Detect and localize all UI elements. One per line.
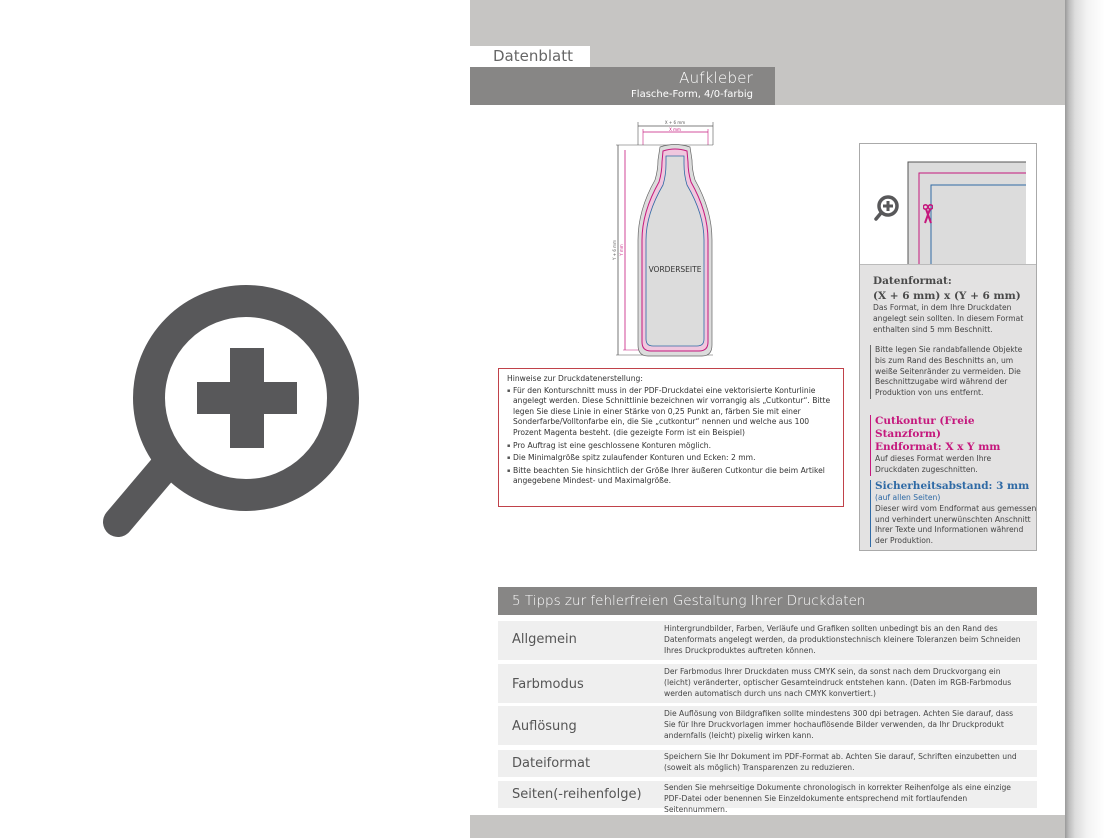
cutcontour-format: Endformat: X x Y mm <box>875 441 1001 453</box>
cutcontour-text: Auf dieses Format werden Ihre Druckdaten zugeschnitten. <box>875 454 992 474</box>
height-outer-label: Y + 6 mm <box>612 240 617 260</box>
safety-text: Dieser wird vom Endformat aus gemessen und verhindert unerwünschten Anschnitt Ihrer Texte und Informationen während der Produktion. <box>875 503 1037 546</box>
tip-text: Der Farbmodus Ihrer Druckdaten muss CMYK sein, da sonst nach dem Druckvorgang ein (leicht) veränderter, optischer Gesamteindruck entstehen kann. (Daten im RGB-Farbmodus werden automatisch durch uns nach CMYK konvertiert.) <box>664 667 1012 698</box>
tip-label: Allgemein <box>512 632 577 647</box>
page-shadow <box>1065 0 1105 838</box>
tip-row <box>498 781 1037 814</box>
footer-band <box>470 815 1065 838</box>
hints-title: Hinweise zur Druckdatenerstellung: <box>507 374 643 383</box>
tip-label: Farbmodus <box>512 677 584 692</box>
cutcontour-title: Cutkontur (Freie Stanzform) <box>875 415 975 440</box>
zoom-in-icon[interactable] <box>100 285 400 545</box>
datenformat-text: Das Format, in dem Ihre Druckdaten angelegt sein sollten. In diesem Format enthalten sind 5 mm Beschnitt. <box>873 303 1024 334</box>
hint-item: ▪ Bitte beachten Sie hinsichtlich der Größe Ihrer äußeren Cutkontur die beim Artikel angegebene Mindest- und Maximalgröße. <box>507 466 835 487</box>
width-inner-label: X mm <box>669 127 681 132</box>
safety-section <box>870 480 1037 547</box>
safety-title: Sicherheitsabstand: 3 mm <box>875 480 1030 492</box>
zoom-in-icon[interactable] <box>873 195 901 225</box>
bottle-shape-diagram <box>610 115 725 365</box>
print-data-hints <box>498 368 844 507</box>
tip-label: Auflösung <box>512 719 577 734</box>
tip-label: Dateiformat <box>512 756 591 771</box>
tip-text: Senden Sie mehrseitige Dokumente chronologisch in korrekter Reihenfolge als eine einzige PDF-Datei oder benennen Sie Einzeldokumente entsprechend mit fortlaufenden Seitennummern. <box>664 783 1011 814</box>
hint-item: ▪ Die Minimalgröße spitz zulaufender Konturen und Ecken: 2 mm. <box>507 453 835 464</box>
tip-row <box>498 664 1037 703</box>
tip-text: Hintergrundbilder, Farben, Verläufe und Grafiken sollten unbedingt bis an den Rand des Datenformats angelegt werden, da produktionstechnisch kleinere Toleranzen beim Schneiden Ihres Druckproduktes auftreten können. <box>664 624 1021 655</box>
format-info-box <box>859 143 1037 551</box>
datenformat-title: Datenformat: <box>873 275 952 287</box>
tip-label: Seiten(-reihenfolge) <box>512 787 642 802</box>
bleed-illustration <box>860 144 1036 265</box>
height-inner-label: Y mm <box>619 244 624 256</box>
datenformat-formula: (X + 6 mm) x (Y + 6 mm) <box>873 290 1021 302</box>
width-outer-label: X + 6 mm <box>664 120 686 125</box>
tip-row <box>498 621 1037 660</box>
safety-subtitle: (auf allen Seiten) <box>875 493 941 502</box>
product-title: Aufkleber <box>679 69 753 87</box>
hints-list <box>507 386 835 487</box>
hint-item: ▪ Für den Konturschnitt muss in der PDF-Druckdatei eine vektorisierte Konturlinie angelegt werden. Diese Schnittlinie bezeichnen wir vorrangig als „Cutkontur“. Bitte legen Sie diese Linie in einer Stärke von 0,25 Punkt an, färben Sie mit einer Sonderfarbe/Volltonfarbe ein, die Sie „cutkontur“ nennen und welche aus 100 Prozent Magenta besteht. (die gezeigte Form ist ein Beispiel) <box>507 386 835 439</box>
tip-text: Die Auflösung von Bildgrafiken sollte mindestens 300 dpi betragen. Achten Sie darauf, dass Sie für Ihre Druckvorlagen immer hochauflösende Bilder verwenden, da Ihr Druckprodukt andernfalls (leicht) pixelig wirken kann. <box>664 709 1014 740</box>
tip-row <box>498 750 1037 777</box>
datasheet-page <box>470 0 1065 838</box>
product-subtitle: Flasche-Form, 4/0-farbig <box>631 89 753 100</box>
tip-row <box>498 706 1037 745</box>
tips-header: 5 Tipps zur fehlerfreien Gestaltung Ihrer Druckdaten <box>498 587 1037 615</box>
title-bar <box>470 67 775 105</box>
side-label: VORDERSEITE <box>648 265 702 274</box>
datasheet-tab: Datenblatt <box>470 46 590 67</box>
cutcontour-section <box>870 415 1037 476</box>
tip-text: Speichern Sie Ihr Dokument im PDF-Format ab. Achten Sie darauf, Schriften einzubetten und (soweit als möglich) Transparenzen zu reduzieren. <box>664 752 1017 772</box>
datenformat-section <box>873 275 1033 335</box>
scissors-icon <box>923 204 933 224</box>
hint-item: ▪ Pro Auftrag ist eine geschlossene Konturen möglich. <box>507 441 835 452</box>
bleed-text: Bitte legen Sie randabfallende Objekte bis zum Rand des Beschnitts an, um weiße Seitenränder zu vermeiden. Die Beschnittzugabe wird während der Produktion von uns entfernt. <box>870 345 1035 399</box>
